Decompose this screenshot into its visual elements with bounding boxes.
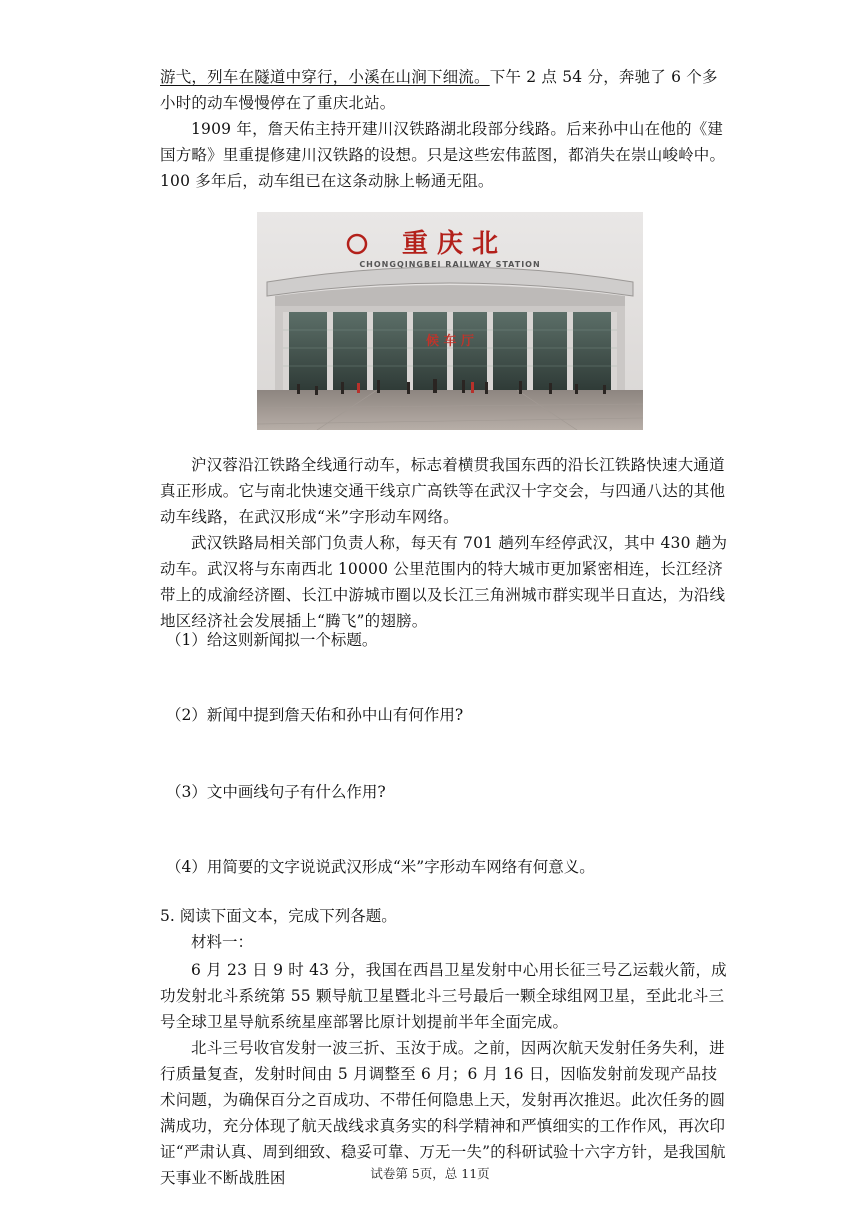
underlined-sentence: 游弋，列车在隧道中穿行，小溪在山涧下细流。 [160, 68, 490, 86]
question-3: （3）文中画线句子有什么作用? [166, 783, 386, 801]
station-sign-en: CHONGQINGBEI RAILWAY STATION [359, 260, 541, 269]
page-footer: 试卷第 5页，总 11页 [370, 1166, 490, 1181]
section-5-paragraph-1: 6 月 23 日 9 时 43 分，我国在西昌卫星发射中心用长征三号乙运载火箭，成功发射北斗系统第 55 颗导航卫星暨北斗三号最后一颗全球组网卫星，至此北斗三号全球卫星导航系统星座部署比原计划提前半年全面完成。 [160, 961, 727, 1031]
paragraph-2: 1909 年，詹天佑主持开建川汉铁路湖北段部分线路。后来孙中山在他的《建国方略》里重提修建川汉铁路的设想。只是这些宏伟蓝图，都消失在崇山峻岭中。100 多年后，动车组已在这条动脉上畅通无阻。 [160, 120, 726, 190]
waiting-hall-sign: 候 车 厅 [425, 334, 475, 349]
station-sign-cn: 重 庆 北 [401, 229, 499, 259]
section-5-paragraph-2: 北斗三号收官发射一波三折、玉汝于成。之前，因两次航天发射任务失利，进行质量复查，发射时间由 5 月调整至 6 月；6 月 16 日，因临发射前发现产品技术问题，为确保百分之百成功、不带任何隐患上天，发射再次推迟。此次任务的圆满成功，充分体现了航天战线求真务实的科学精神和严慎细实的工作作风，再次印证“严肃认真、周到细致、稳妥可靠、万无一失”的科研试验十六字方针，是我国航天事业不断战胜困 [160, 1039, 726, 1187]
section-5-title: 5. 阅读下面文本，完成下列各题。 [160, 907, 397, 925]
paragraph-3: 沪汉蓉沿江铁路全线通行动车，标志着横贯我国东西的沿长江铁路快速大通道真正形成。它与南北快速交通干线京广高铁等在武汉十字交会，与四通八达的其他动车线路，在武汉形成“米”字形动车网络。 [160, 456, 726, 526]
question-1: （1）给这则新闻拟一个标题。 [166, 631, 378, 649]
material-label: 材料一： [191, 933, 254, 951]
paragraph-1 [160, 64, 732, 116]
paragraph-1-rest: 下午 2 点 54 分，奔驰了 6 个多小时的动车慢慢停在了重庆北站。 [160, 68, 718, 112]
paragraph-4: 武汉铁路局相关部门负责人称，每天有 701 趟列车经停武汉，其中 430 趟为动车。武汉将与东南西北 10000 公里范围内的特大城市更加紧密相连，长江经济带上的成渝经济圈、长江中游城市圈以及长江三角洲城市群实现半日直达，为沿线地区经济社会发展插上“腾飞”的翅膀。 [160, 534, 728, 630]
question-2: （2）新闻中提到詹天佑和孙中山有何作用? [166, 706, 464, 724]
question-4: （4）用简要的文字说说武汉形成“米”字形动车网络有何意义。 [166, 858, 595, 876]
station-photo [257, 212, 643, 430]
